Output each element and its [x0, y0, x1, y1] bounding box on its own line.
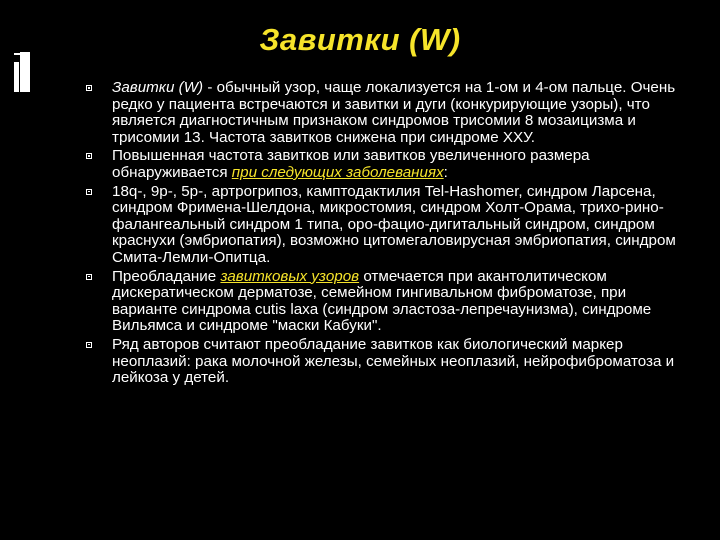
bullet-item-predominance: [86, 269, 686, 335]
square-bullet-icon: [86, 342, 92, 348]
slide-title: Завитки (W): [259, 22, 461, 57]
square-bullet-icon: [86, 274, 92, 280]
bullet-item-neoplasia-marker: [86, 337, 686, 387]
decorative-bar-left: [14, 62, 19, 92]
bullet-item-syndromes-list: [86, 184, 686, 267]
bullet-text-end: отмечается при акантолитическом дискератическом дерматозе, семейном гингивальном фиброматозе, при варианте синдрома cutis laxa (синдром эластоза-лепречаунизма), синдроме Вильямса и синдроме "маски Кабуки".: [112, 267, 652, 335]
decorative-bar-right: [20, 52, 30, 92]
square-bullet-icon: [86, 189, 92, 195]
term-lead: Завитки (W): [112, 79, 204, 96]
bullet-list: [86, 80, 686, 387]
bullet-text: Повышенная частота завитков или завитков увеличенного размера обнаруживается: [112, 147, 590, 181]
bullet-text-end: :: [443, 163, 448, 181]
square-bullet-icon: [86, 153, 92, 159]
highlight-text: при следующих заболеваниях: [231, 163, 444, 181]
bullet-text: Ряд авторов считают преобладание завитков как биологический маркер неоплазий: рака молочной железы, семейных неоплазий, нейрофиброматоза и лейкоза у детей.: [112, 335, 675, 387]
bullet-item-definition: [86, 80, 686, 146]
bullet-text: 18q-, 9p-, 5p-, артрогрипоз, камптодактилия Tel-Hashomer, синдром Ларсена, синдром Фримена-Шелдона, микростомия, синдром Холт-Орама, трихо-рино-фалангеальный синдром 1 типа, оро-фацио-дигитальный синдром, синдром краснухи (эмбриопатия), возможно цитомегаловирусная эмбриопатия, синдром Смита-Лемли-Опитца.: [112, 182, 676, 266]
square-bullet-icon: [86, 85, 92, 91]
highlight-text: завитковых узоров: [220, 267, 360, 285]
bullet-text: - обычный узор, чаще локализуется на 1-ом и 4-ом пальце. Очень редко у пациента встречаются и завитки и дуги (конкурирующие узоры), что является диагностичным признаком синдромов трисомии 8 мозаицизма и трисомии 13. Частота завитков снижена при синдроме ХХУ.: [112, 79, 676, 146]
bullet-text: Преобладание: [112, 267, 221, 285]
bullet-item-increased-frequency: [86, 148, 686, 181]
